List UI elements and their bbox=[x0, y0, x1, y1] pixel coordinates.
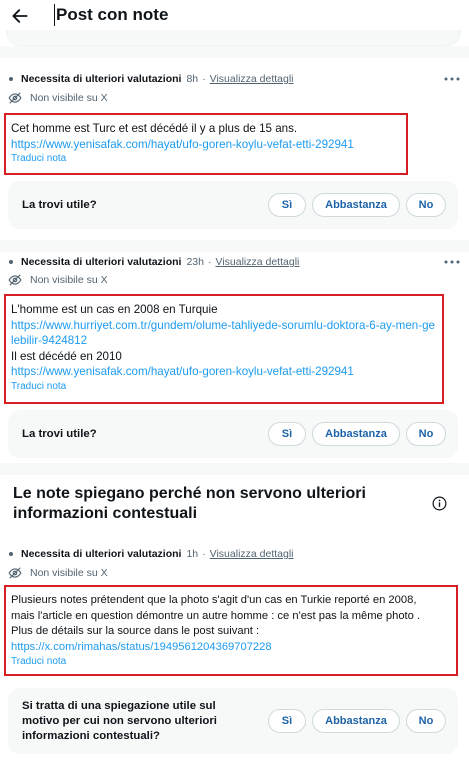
rate-no-button[interactable]: No bbox=[406, 193, 446, 217]
back-arrow-icon[interactable] bbox=[10, 6, 30, 26]
status-dot bbox=[9, 77, 13, 81]
note-time: 23h bbox=[186, 256, 204, 268]
rate-no-button[interactable]: No bbox=[406, 422, 446, 446]
rate-yes-button[interactable]: Sì bbox=[268, 422, 306, 446]
note-time: 8h bbox=[186, 73, 199, 85]
rating-question: La trovi utile? bbox=[22, 427, 97, 440]
rating-question: Si tratta di una spiegazione utile sul motivo per cui non servono ulteriori informazioni contestuali? bbox=[22, 699, 217, 742]
meta-separator: · bbox=[202, 73, 206, 85]
meta-separator: · bbox=[202, 548, 206, 560]
separator bbox=[0, 46, 469, 58]
section-title: Le note spiegano perché non servono ulteriori informazioni contestuali bbox=[13, 485, 366, 522]
page-title: Post con note bbox=[56, 5, 169, 24]
note-content-highlight bbox=[4, 294, 444, 404]
visibility-label: Non visibile su X bbox=[30, 567, 108, 579]
note-status: Necessita di ulteriori valutazioni bbox=[21, 256, 182, 268]
note-meta bbox=[8, 546, 294, 562]
rate-no-button[interactable]: No bbox=[406, 709, 446, 733]
status-dot bbox=[9, 260, 13, 264]
top-bar bbox=[0, 0, 469, 32]
visibility-row bbox=[8, 566, 108, 580]
note-status: Necessita di ulteriori valutazioni bbox=[21, 73, 182, 85]
note-source-link[interactable]: https://www.yenisafak.com/hayat/ufo-goren-koylu-vefat-etti-292941 bbox=[11, 365, 354, 379]
meta-separator: · bbox=[208, 256, 212, 268]
note-text: mais l'article en question démontre un autre homme : ce n'est pas la même photo . bbox=[11, 609, 421, 622]
visibility-row bbox=[8, 273, 108, 287]
separator bbox=[0, 240, 469, 252]
status-dot bbox=[9, 552, 13, 556]
note-source-link[interactable]: https://www.hurriyet.com.tr/gundem/olume-tahliyede-sorumlu-doktora-6-ay-men-gelebilir-9424812 bbox=[11, 318, 435, 348]
rating-card bbox=[8, 181, 458, 229]
visibility-label: Non visibile su X bbox=[30, 92, 108, 104]
visibility-label: Non visibile su X bbox=[30, 274, 108, 286]
rating-card bbox=[8, 688, 458, 754]
more-icon[interactable] bbox=[443, 74, 461, 84]
info-icon[interactable] bbox=[432, 496, 447, 511]
note-meta bbox=[8, 254, 299, 270]
note-meta bbox=[8, 71, 294, 87]
note-status: Necessita di ulteriori valutazioni bbox=[21, 548, 182, 560]
note-source-link[interactable]: https://www.yenisafak.com/hayat/ufo-goren-koylu-vefat-etti-292941 bbox=[11, 137, 354, 151]
more-icon[interactable] bbox=[443, 257, 461, 267]
view-details-link[interactable]: Visualizza dettagli bbox=[215, 256, 300, 268]
note-content-highlight bbox=[4, 113, 408, 175]
rate-somewhat-button[interactable]: Abbastanza bbox=[312, 193, 400, 217]
visibility-row bbox=[8, 91, 108, 105]
eye-off-icon bbox=[8, 567, 22, 579]
eye-off-icon bbox=[8, 274, 22, 286]
view-details-link[interactable]: Visualizza dettagli bbox=[209, 73, 294, 85]
note-text: Plus de détails sur la source dans le post suivant : bbox=[11, 625, 260, 638]
rate-somewhat-button[interactable]: Abbastanza bbox=[312, 709, 400, 733]
translate-note-link[interactable]: Traduci nota bbox=[11, 380, 67, 392]
previous-card-bottom bbox=[6, 30, 461, 46]
note-source-link[interactable]: https://x.com/rimahas/status/1949561204369707228 bbox=[11, 640, 272, 653]
rating-card bbox=[8, 410, 458, 458]
note-text: Cet homme est Turc et est décédé il y a plus de 15 ans. bbox=[11, 122, 298, 135]
rate-yes-button[interactable]: Sì bbox=[268, 193, 306, 217]
note-text: Il est décédé en 2010 bbox=[11, 349, 122, 363]
separator bbox=[0, 463, 469, 475]
translate-note-link[interactable]: Traduci nota bbox=[11, 153, 67, 165]
view-details-link[interactable]: Visualizza dettagli bbox=[209, 548, 294, 560]
note-text: Plusieurs notes prétendent que la photo s'agit d'un cas en Turkie reporté en 2008, bbox=[11, 594, 417, 606]
note-content-highlight bbox=[4, 585, 458, 676]
translate-note-link[interactable]: Traduci nota bbox=[11, 656, 67, 668]
rate-yes-button[interactable]: Sì bbox=[268, 709, 306, 733]
eye-off-icon bbox=[8, 92, 22, 104]
rating-question: La trovi utile? bbox=[22, 198, 97, 211]
note-text: L'homme est un cas en 2008 en Turquie bbox=[11, 303, 218, 316]
text-cursor bbox=[54, 4, 55, 26]
note-time: 1h bbox=[186, 548, 199, 560]
rate-somewhat-button[interactable]: Abbastanza bbox=[312, 422, 400, 446]
